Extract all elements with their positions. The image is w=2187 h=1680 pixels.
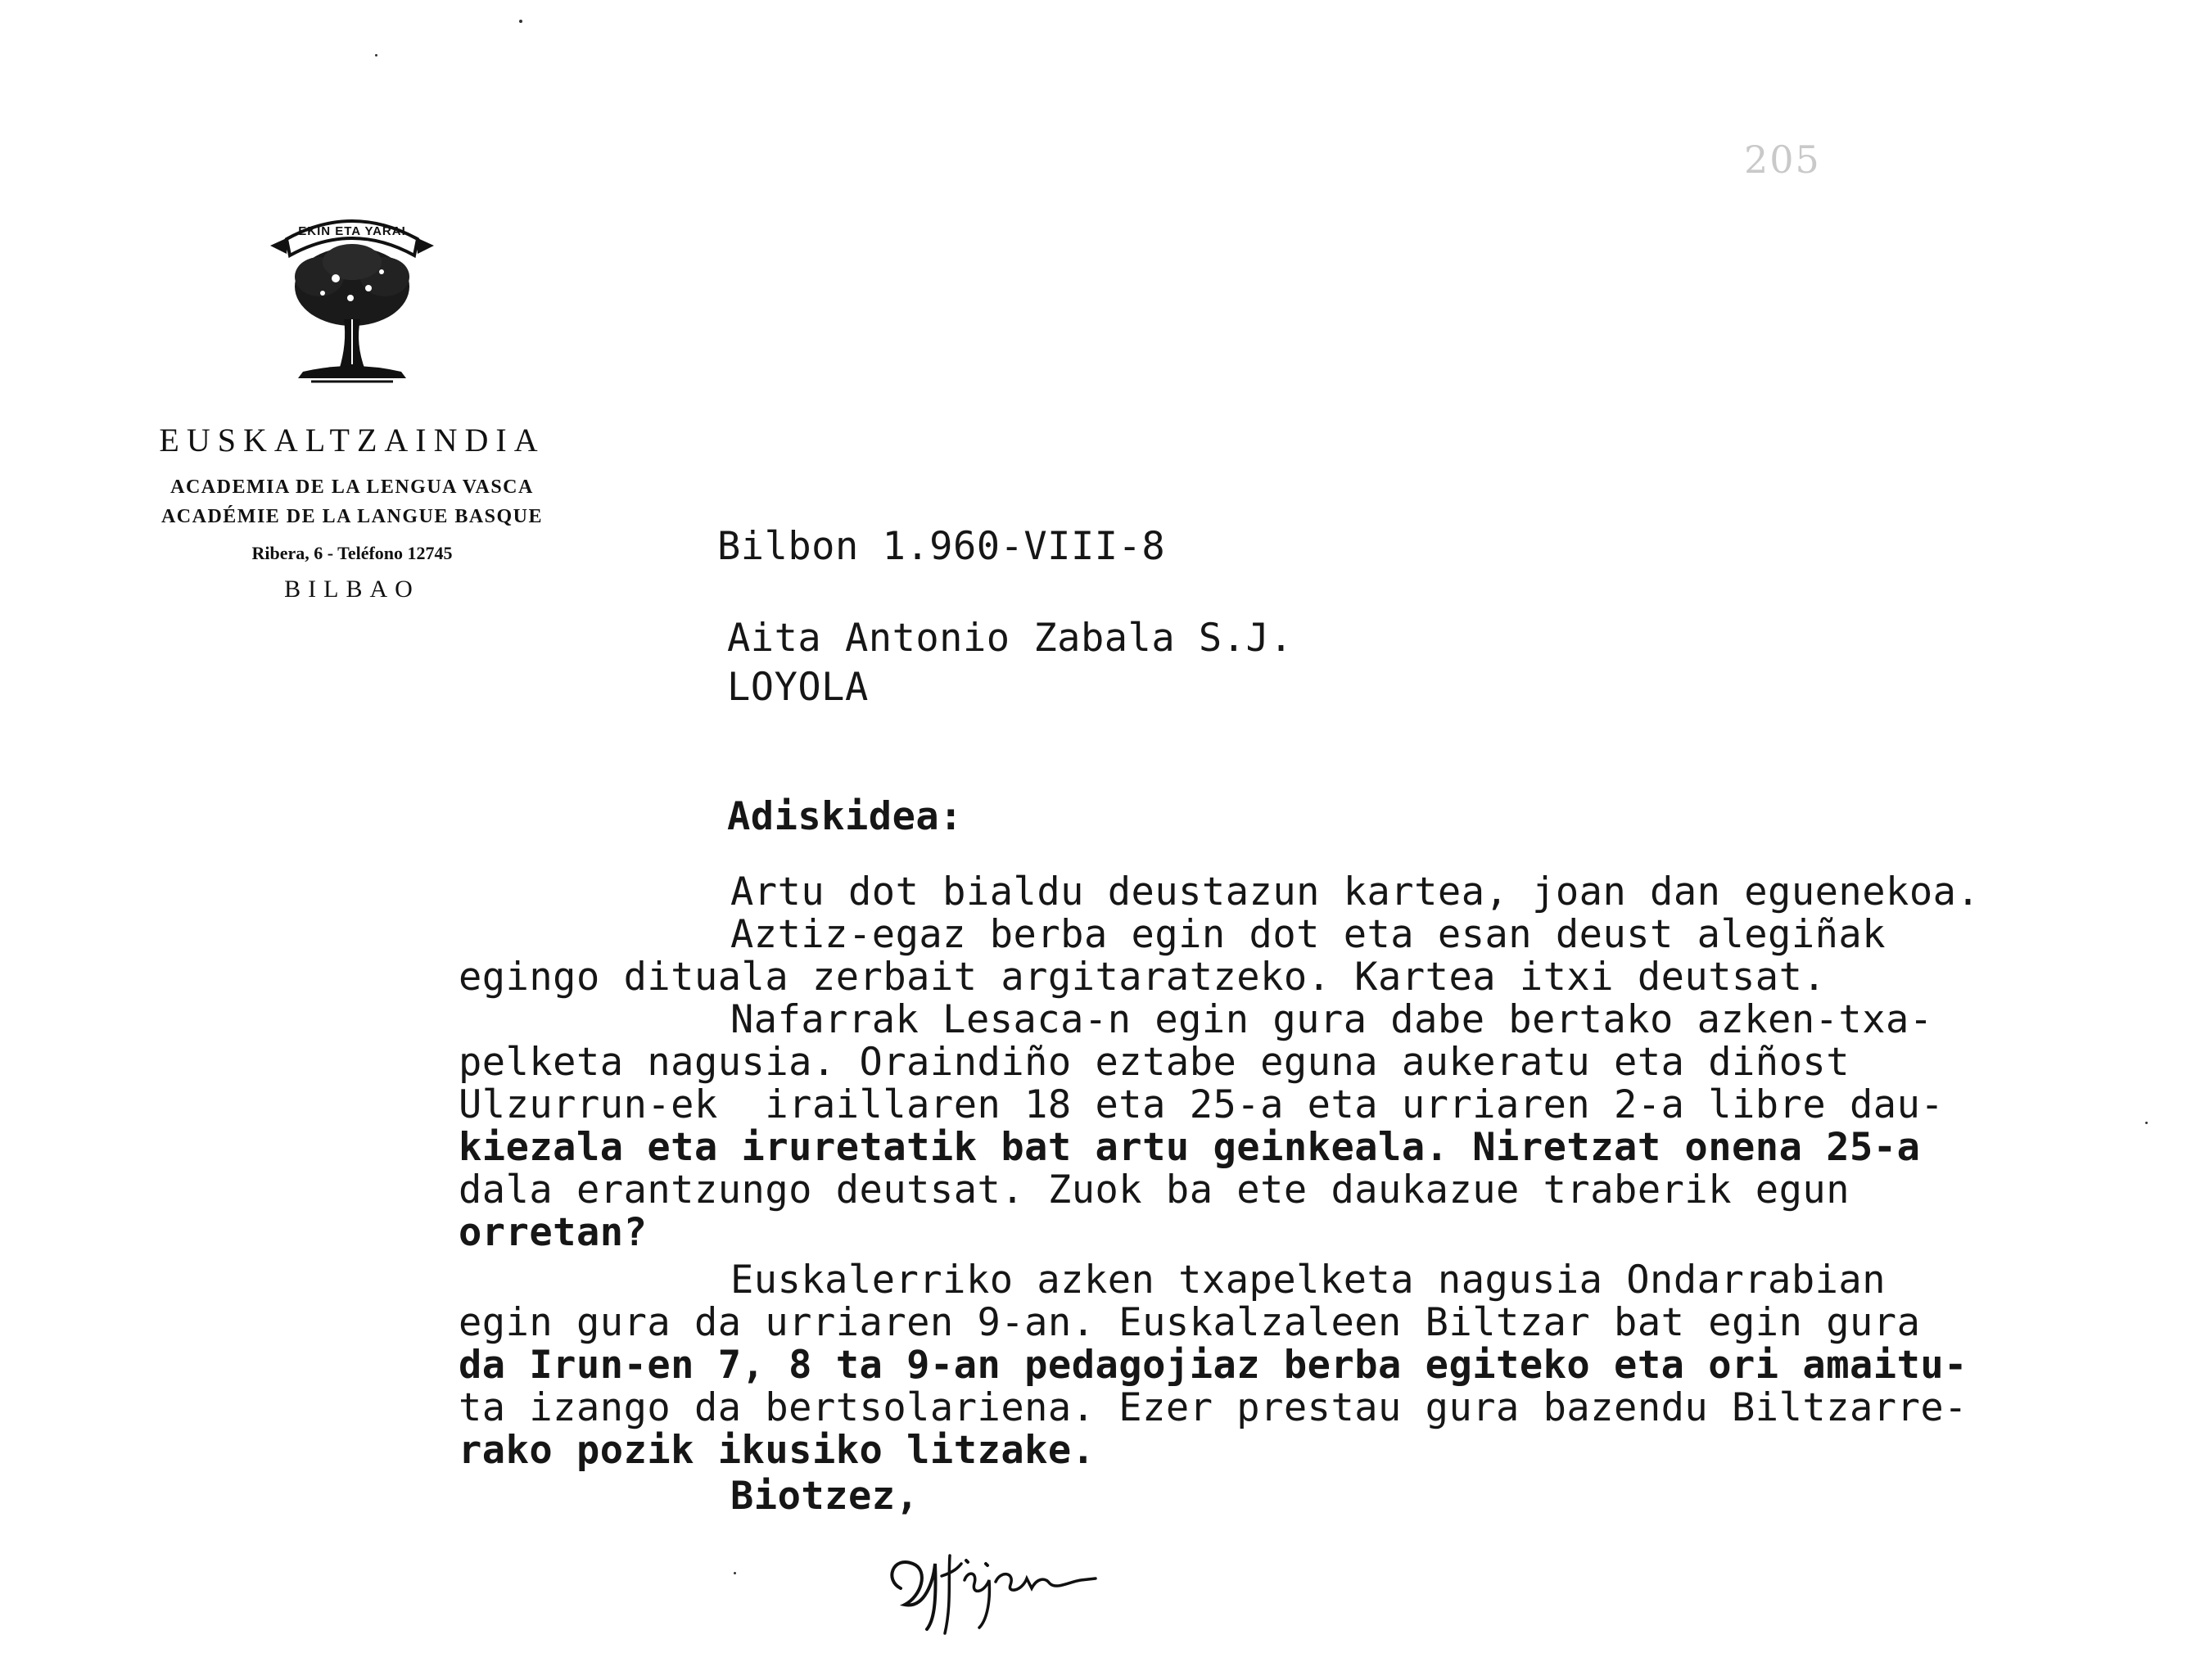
body-line: pelketa nagusia. Oraindiño eztabe eguna aukeratu eta diñost [459, 1040, 1850, 1085]
academy-city: BILBAO [284, 576, 420, 603]
body-line: Euskalerriko azken txapelketa nagusia Ondarrabian [730, 1258, 1887, 1303]
academy-name: EUSKALTZAINDIA [159, 422, 545, 458]
academy-subtitle-fr: ACADÉMIE DE LA LANGUE BASQUE [160, 506, 544, 527]
body-line: kiezala eta iruretatik bat artu geinkeala. Niretzat onena 25-a [459, 1125, 1921, 1170]
body-line: Artu dot bialdu deustazun kartea, joan dan eguenekoa. [730, 869, 1981, 915]
body-line: ta izango da bertsolariena. Ezer prestau gura bazendu Biltzarre- [459, 1385, 1968, 1430]
signature-icon [876, 1531, 1122, 1646]
motto-text: EKIN ETA YARAI [298, 224, 406, 238]
letter-date: Bilbon 1.960-VIII-8 [717, 524, 1166, 569]
closing: Biotzez, [730, 1474, 920, 1519]
academy-subtitle-es: ACADEMIA DE LA LENGUA VASCA [170, 476, 534, 498]
body-line: Nafarrak Lesaca-n egin gura dabe bertako azken-txa- [730, 997, 1933, 1042]
academy-address: Ribera, 6 - Teléfono 12745 [251, 543, 453, 563]
body-line: Aztiz-egaz berba egin dot eta esan deust alegiñak [730, 912, 1887, 957]
body-line: dala erantzungo deutsat. Zuok ba ete daukazue traberik egun [459, 1167, 1850, 1213]
body-line: orretan? [459, 1210, 648, 1255]
salutation: Adiskidea: [727, 794, 963, 839]
tree-emblem-icon [254, 196, 450, 393]
recipient-name: Aita Antonio Zabala S.J. [727, 616, 1294, 661]
scan-speck [375, 54, 377, 56]
archive-number: 205 [1744, 138, 1821, 182]
body-line: da Irun-en 7, 8 ta 9-an pedagojiaz berba egiteko eta ori amaitu- [459, 1343, 1968, 1388]
body-line: egin gura da urriaren 9-an. Euskalzaleen Biltzar bat egin gura [459, 1300, 1921, 1345]
body-line: rako pozik ikusiko litzake. [459, 1428, 1096, 1473]
scan-speck [2145, 1122, 2148, 1124]
recipient-place: LOYOLA [727, 665, 869, 710]
body-line: Ulzurrun-ek iraillaren 18 eta 25-a eta urriaren 2-a libre dau- [459, 1082, 1945, 1127]
scan-speck [734, 1572, 736, 1574]
body-line: egingo dituala zerbait argitaratzeko. Kartea itxi deutsat. [459, 955, 1827, 1000]
scan-speck [519, 20, 522, 23]
letterhead [98, 196, 606, 603]
